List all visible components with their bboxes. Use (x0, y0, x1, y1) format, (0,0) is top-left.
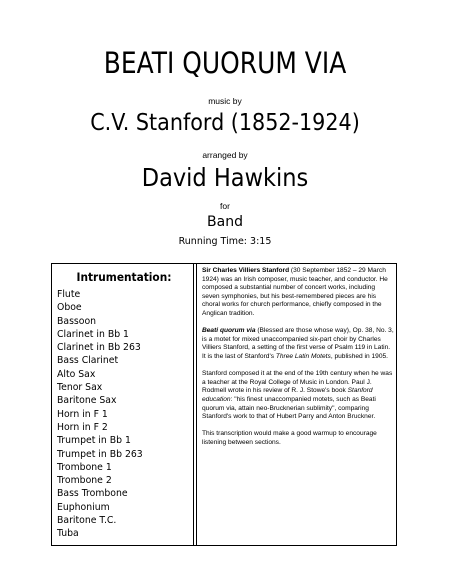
music-by-label: music by (208, 96, 242, 106)
piece-title: BEATI QUORUM VIA (103, 46, 347, 80)
composer-name: C.V. Stanford (1852-1924) (90, 110, 360, 136)
instrument-item: Trumpet in Bb 263 (57, 448, 143, 460)
composer-full-name: Sir Charles Villiers Stanford (202, 267, 290, 274)
instrument-item: Oboe (57, 302, 82, 314)
notes-paragraph-transcription: This transcription would make a good warmup to encourage listening between sections. (202, 430, 377, 446)
instrument-item: Bassoon (57, 315, 97, 327)
instrument-item: Flute (57, 289, 81, 300)
instrumentation-column (57, 270, 191, 541)
notes-text: , published in 1905. (330, 352, 389, 360)
running-time: Running Time: 3:15 (178, 236, 272, 247)
instrument-item: Bass Clarinet (57, 355, 119, 367)
instrument-item: Tuba (57, 528, 79, 540)
info-table (51, 263, 397, 546)
notes-paragraph-composer (202, 267, 394, 319)
instrument-item: Baritone Sax (57, 395, 117, 407)
notes-text: Stanford composed it at the end of the 19th century when he was a teacher at the Royal College of Music in London. Paul J. Rodmell wrote in his review of R. J. Stowe's book (202, 370, 393, 395)
instrument-item: Clarinet in Bb 1 (57, 328, 129, 340)
instrument-list (57, 288, 191, 541)
instrument-item: Trumpet in Bb 1 (57, 435, 131, 447)
arranged-by-label: arranged by (202, 150, 248, 160)
notes-paragraph-work (202, 327, 394, 361)
instrument-item: Horn in F 2 (57, 421, 108, 433)
for-label: for (220, 201, 230, 211)
instrument-item: Clarinet in Bb 263 (57, 342, 141, 354)
notes-text: (Blessed are those whose way), Op. 38, No. 3, is a motet for mixed unaccompanied six-part choir by Charles Villiers Stanford, a setting of the first verse of Psalm 119 in Latin. It is the last of Stanford's (202, 327, 394, 360)
instrument-item: Trombone 2 (57, 475, 112, 487)
collection-title: Three Latin Motets (275, 352, 331, 360)
instrument-item: Baritone T.C. (57, 515, 117, 527)
instrument-item: Bass Trombone (57, 488, 128, 500)
instrumentation-heading: Intrumentation: (76, 270, 172, 284)
notes-text: : "his finest unaccompanied motets, such as Beati quorum via, attain neo-Brucknerian sublimity", comparing Stanford's work to that of Hubert Parry and Anton Bruckner. (202, 395, 376, 421)
notes-paragraph-history (202, 370, 394, 422)
column-divider (193, 264, 194, 545)
instrument-item: Euphonium (57, 501, 110, 513)
program-notes (202, 267, 394, 456)
instrument-item: Tenor Sax (57, 382, 103, 394)
arranger-name: David Hawkins (141, 163, 309, 192)
book-title: Stanford education (202, 387, 373, 403)
instrument-item: Trombone 1 (57, 461, 112, 473)
instrument-item: Horn in F 1 (57, 408, 108, 420)
work-title: Beati quorum via (202, 327, 256, 335)
notes-text: (30 September 1852 – 29 March 1924) was an Irish composer, music teacher, and conductor. He composed a substantial number of concert works, including seven symphonies, but his best-remembered pieces are his choral works for church performance, chiefly composed in the Anglican tradition. (202, 267, 388, 317)
column-divider (196, 264, 197, 545)
ensemble-name: Band (207, 214, 243, 230)
instrument-item: Alto Sax (57, 368, 96, 380)
